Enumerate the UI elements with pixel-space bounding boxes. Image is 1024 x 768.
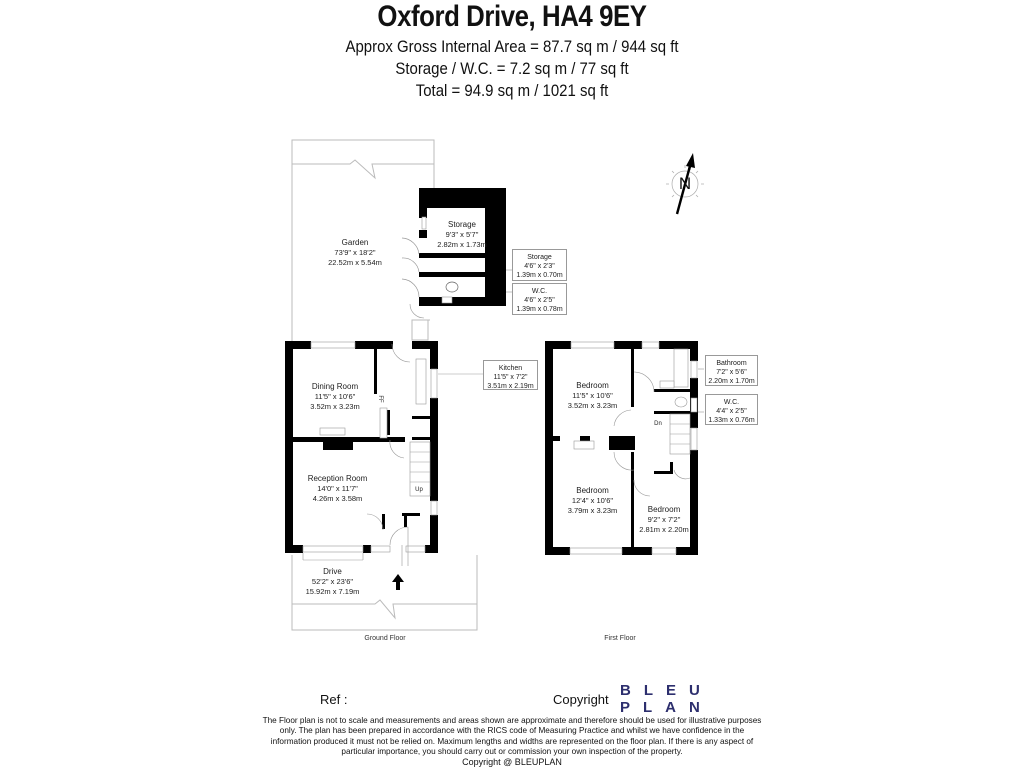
callout-first-wc: W.C. 4'4" x 2'5" 1.33m x 0.76m: [705, 394, 758, 425]
footer-copyright: Copyright @ BLEUPLAN: [462, 757, 562, 767]
gross-internal-area: Approx Gross Internal Area = 87.7 sq m / 944 sq ft: [345, 37, 679, 56]
total-area: Total = 94.9 sq m / 1021 sq ft: [415, 81, 609, 100]
room-bedroom-1: Bedroom 11'5" x 10'6" 3.52m x 3.23m: [567, 381, 618, 410]
room-drive: Drive 52'2" x 23'6" 15.92m x 7.19m: [305, 567, 360, 596]
callout-kitchen: Kitchen 11'5" x 7'2" 3.51m x 2.19m: [483, 360, 538, 390]
ground-floor-caption: Ground Floor: [364, 635, 406, 642]
copyright-label: Copyright: [553, 692, 609, 707]
fridge-freezer-label: FF: [377, 395, 383, 403]
bleuplan-logo: BLEU PLAN: [620, 682, 713, 716]
callout-storage-small: Storage 4'6" x 2'3" 1.39m x 0.70m: [512, 249, 567, 281]
first-floor-caption: First Floor: [604, 635, 636, 642]
room-garden: Garden 73'9" x 18'2" 22.52m x 5.54m: [328, 238, 382, 267]
reference-label: Ref :: [320, 692, 348, 707]
callout-ground-wc: W.C. 4'6" x 2'5" 1.39m x 0.78m: [512, 283, 567, 315]
stairs-down-label: Dn: [654, 421, 662, 427]
compass-north-label: N: [678, 174, 692, 193]
property-title: Oxford Drive, HA4 9EY: [377, 0, 647, 33]
room-bedroom-2: Bedroom 12'4" x 10'6" 3.79m x 3.23m: [567, 486, 618, 515]
storage-wc-area: Storage / W.C. = 7.2 sq m / 77 sq ft: [395, 59, 629, 78]
disclaimer-text: The Floor plan is not to scale and measurements and areas shown are approximate and therefore should be used for illustrative purposes only. The plan has been prepared in accordance with the RICS code of Measuring Practice and whilst we have confidence in the information produced it must not be relied on. Maximum lengths and widths are represented on the floor plan. If there is any aspect of particular importance, you should carry out or commission your own inspection of the property.: [262, 716, 762, 757]
ground-floor-walls: [285, 341, 438, 553]
entrance-arrow: [392, 574, 404, 590]
room-storage-main: Storage 9'3" x 5'7" 2.82m x 1.73m: [437, 220, 487, 249]
stairs-up-label: Up: [415, 487, 423, 493]
room-dining: Dining Room 11'5" x 10'6" 3.52m x 3.23m: [310, 382, 360, 411]
room-bedroom-3: Bedroom 9'2" x 7'2" 2.81m x 2.20m: [639, 505, 689, 534]
callout-bathroom: Bathroom 7'2" x 5'6" 2.20m x 1.70m: [705, 355, 758, 386]
room-reception: Reception Room 14'0" x 11'7" 4.26m x 3.58m: [307, 474, 368, 503]
